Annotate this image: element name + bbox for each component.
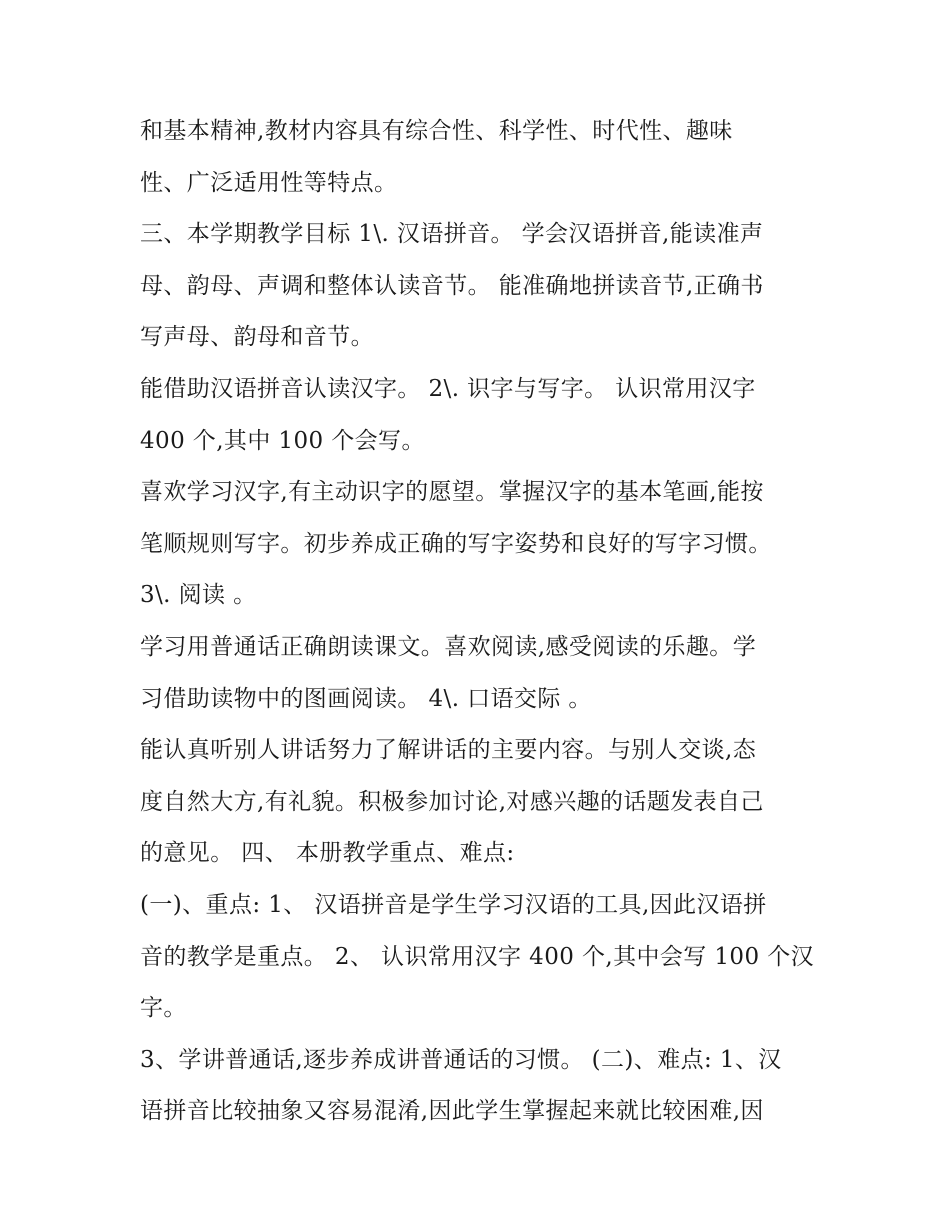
text-line: 性、广泛适用性等特点。 bbox=[140, 169, 398, 196]
text-line: 能借助汉语拼音认读汉字。 2\. 识字与写字。 认识常用汉字 bbox=[140, 375, 756, 402]
text-line: 3、学讲普通话,逐步养成讲普通话的习惯。 (二)、难点: 1、汉 bbox=[140, 1046, 782, 1073]
text-line: 能认真听别人讲话努力了解讲话的主要内容。与别人交谈,态 bbox=[140, 737, 757, 764]
text-line: 学习用普通话正确朗读课文。喜欢阅读,感受阅读的乐趣。学 bbox=[140, 633, 757, 660]
text-line: 母、韵母、声调和整体认读音节。 能准确地拼读音节,正确书 bbox=[140, 272, 764, 299]
text-line: 字。 bbox=[140, 995, 187, 1022]
document-body bbox=[140, 106, 820, 1138]
text-line: 的意见。 四、 本册教学重点、难点: bbox=[140, 840, 515, 867]
text-line: 习借助读物中的图画阅读。 4\. 口语交际 。 bbox=[140, 685, 592, 712]
text-line: 语拼音比较抽象又容易混淆,因此学生掌握起来就比较困难,因 bbox=[140, 1098, 764, 1125]
text-line: 音的教学是重点。 2、 认识常用汉字 400 个,其中会写 100 个汉 bbox=[140, 943, 815, 970]
text-line: 3\. 阅读 。 bbox=[140, 582, 257, 609]
text-line: 写声母、韵母和音节。 bbox=[140, 324, 374, 351]
text-line: 三、本学期教学目标 1\. 汉语拼音。 学会汉语拼音,能读准声 bbox=[140, 221, 764, 248]
text-line: 和基本精神,教材内容具有综合性、科学性、时代性、趣味 bbox=[140, 118, 733, 144]
text-line: 笔顺规则写字。初步养成正确的写字姿势和良好的写字习惯。 bbox=[140, 530, 772, 557]
text-line: (一)、重点: 1、 汉语拼音是学生学习汉语的工具,因此汉语拼 bbox=[140, 891, 767, 918]
text-line: 400 个,其中 100 个会写。 bbox=[140, 427, 425, 454]
text-line: 度自然大方,有礼貌。积极参加讨论,对感兴趣的话题发表自己 bbox=[140, 788, 764, 815]
text-line: 喜欢学习汉字,有主动识字的愿望。掌握汉字的基本笔画,能按 bbox=[140, 479, 764, 506]
